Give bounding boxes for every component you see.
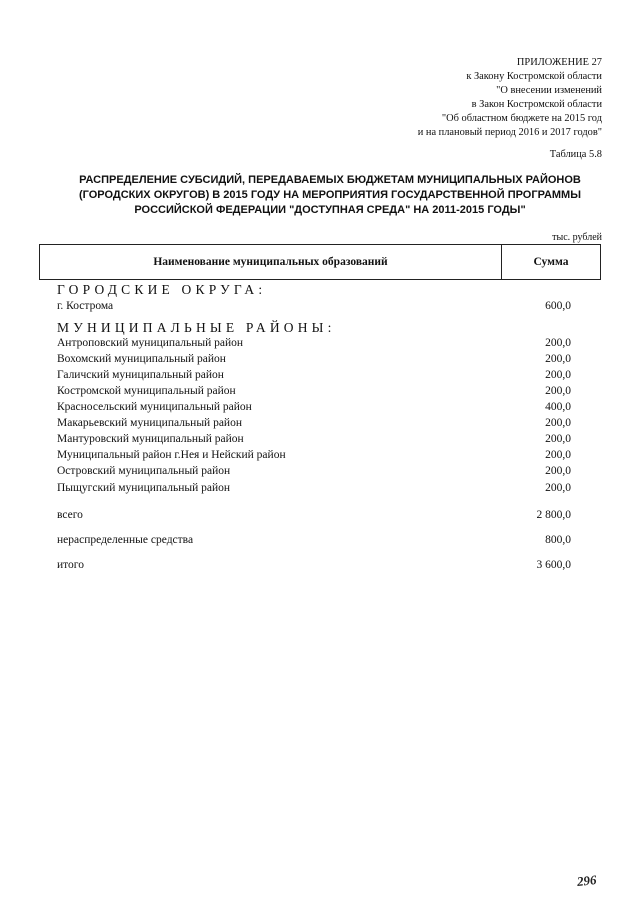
row-value: 600,0 (545, 300, 571, 312)
document-title (60, 173, 600, 218)
table-row (57, 465, 571, 481)
appendix-line: в Закон Костромской области (471, 99, 602, 110)
row-name: всего (57, 509, 83, 521)
table-row (57, 433, 571, 449)
appendix-line: "О внесении изменений (496, 85, 602, 96)
section-label-urban-districts: ГОРОДСКИЕ ОКРУГА: (57, 282, 267, 297)
total-row-unallocated (57, 534, 571, 550)
row-value: 200,0 (545, 385, 571, 397)
title-line: РАСПРЕДЕЛЕНИЕ СУБСИДИЙ, ПЕРЕДАВАЕМЫХ БЮДЖЕТАМ МУНИЦИПАЛЬНЫХ РАЙОНОВ (79, 174, 581, 186)
header-name-cell: Наименование муниципальных образований (40, 245, 502, 279)
table-row (57, 353, 571, 369)
appendix-header (302, 56, 602, 140)
row-name: Муниципальный район г.Нея и Нейский район (57, 449, 286, 461)
row-value: 2 800,0 (536, 509, 571, 521)
row-value: 200,0 (545, 369, 571, 381)
row-name: итого (57, 559, 84, 571)
row-name: Красносельский муниципальный район (57, 401, 252, 413)
row-value: 200,0 (545, 353, 571, 365)
row-name: Галичский муниципальный район (57, 369, 224, 381)
section-label-municipal-districts: МУНИЦИПАЛЬНЫЕ РАЙОНЫ: (57, 320, 336, 335)
row-value: 200,0 (545, 417, 571, 429)
table-row (57, 369, 571, 385)
table-row (57, 482, 571, 498)
appendix-line: "Об областном бюджете на 2015 год (441, 113, 602, 124)
table-row (57, 417, 571, 433)
table-row (57, 449, 571, 465)
row-name: Костромской муниципальный район (57, 385, 236, 397)
header-sum-cell: Сумма (533, 256, 569, 268)
table-row (57, 300, 571, 316)
row-name: Макарьевский муниципальный район (57, 417, 242, 429)
row-value: 200,0 (545, 465, 571, 477)
title-line: (ГОРОДСКИХ ОКРУГОВ) В 2015 ГОДУ НА МЕРОПРИЯТИЯ ГОСУДАРСТВЕННОЙ ПРОГРАММЫ (78, 189, 581, 201)
row-value: 200,0 (545, 449, 571, 461)
row-name: г. Кострома (57, 300, 114, 312)
row-name: Островский муниципальный район (57, 465, 231, 477)
table-number: Таблица 5.8 (549, 149, 602, 160)
table-header (39, 244, 601, 280)
table-row (57, 337, 571, 353)
appendix-line: и на плановый период 2016 и 2017 годов" (417, 127, 602, 138)
total-row-grand (57, 559, 571, 575)
row-value: 200,0 (545, 482, 571, 494)
units-label: тыс. рублей (552, 232, 602, 243)
row-name: нераспределенные средства (57, 534, 194, 546)
row-value: 800,0 (545, 534, 571, 546)
row-name: Вохомский муниципальный район (57, 353, 226, 365)
table-row (57, 385, 571, 401)
appendix-line: ПРИЛОЖЕНИЕ 27 (516, 57, 602, 68)
row-value: 3 600,0 (536, 559, 571, 571)
row-value: 400,0 (545, 401, 571, 413)
row-name: Антроповский муниципальный район (57, 337, 244, 349)
row-value: 200,0 (545, 337, 571, 349)
row-name: Пыщугский муниципальный район (57, 482, 231, 494)
title-line: РОССИЙСКОЙ ФЕДЕРАЦИИ "ДОСТУПНАЯ СРЕДА" НА 2011-2015 ГОДЫ" (134, 204, 526, 216)
total-row-all (57, 509, 571, 525)
row-name: Мантуровский муниципальный район (57, 433, 244, 445)
appendix-line: к Закону Костромской области (466, 71, 602, 82)
table-row (57, 401, 571, 417)
handwritten-page-number: 296 (575, 872, 597, 889)
row-value: 200,0 (545, 433, 571, 445)
